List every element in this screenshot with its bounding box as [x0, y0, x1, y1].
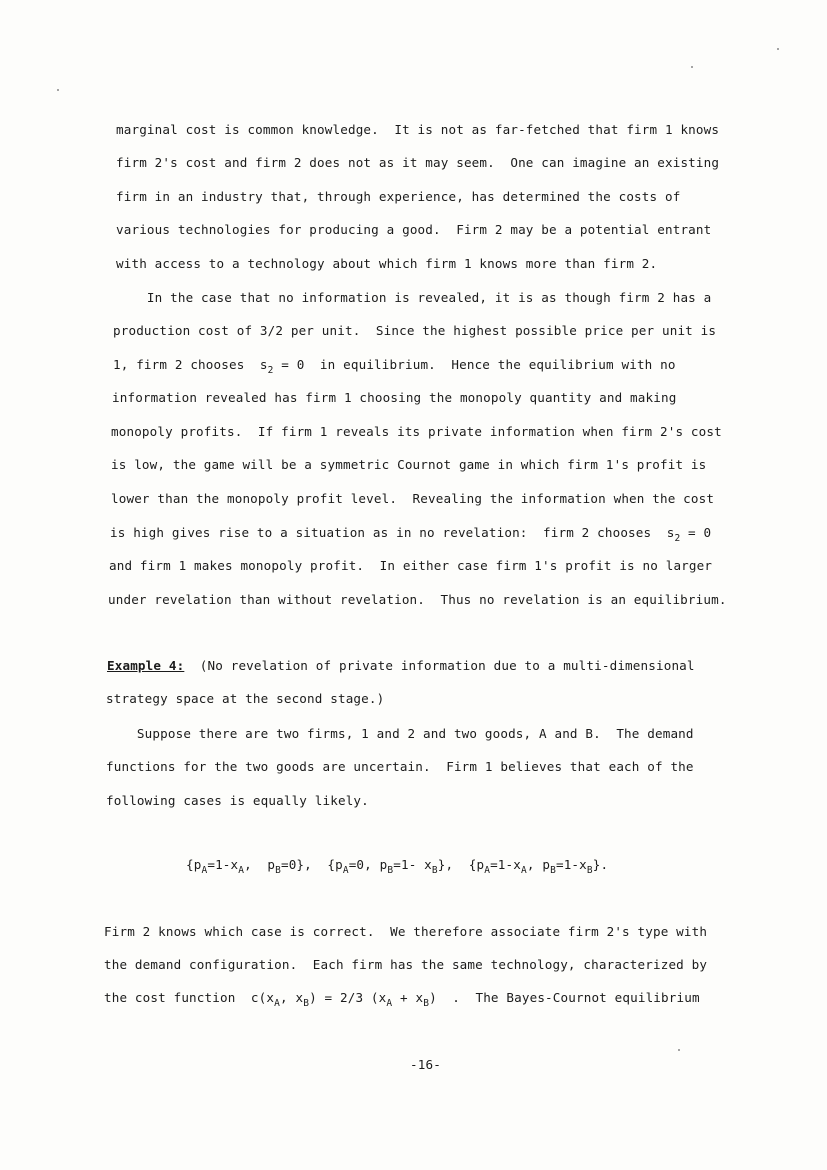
- text-line: various technologies for producing a good. Firm 2 may be a potential entrant: [116, 222, 712, 237]
- text-line: Suppose there are two firms, 1 and 2 and two goods, A and B. The demand: [106, 726, 694, 741]
- text-line: [110, 525, 711, 547]
- text-line: functions for the two goods are uncertain. Firm 1 believes that each of the: [106, 759, 694, 774]
- text-line: following cases is equally likely.: [106, 793, 369, 808]
- eq-text: {p: [186, 857, 202, 872]
- text-span: ) . The Bayes-Cournot equilibrium: [429, 990, 700, 1005]
- eq-text: =0, p: [348, 857, 388, 872]
- text-span: ) = 2/3 (x: [309, 990, 387, 1005]
- subscript: B: [586, 865, 593, 876]
- subscript: B: [303, 998, 310, 1009]
- text-line: and firm 1 makes monopoly profit. In either case firm 1's profit is no larger: [109, 558, 713, 573]
- text-line: with access to a technology about which firm 1 knows more than firm 2.: [116, 256, 658, 271]
- subscript: B: [423, 998, 430, 1009]
- eq-text: =1-x: [555, 857, 587, 872]
- text-span: 1, firm 2 chooses s: [113, 357, 268, 372]
- eq-text: =1-x: [490, 857, 522, 872]
- eq-text: }, {p: [437, 857, 485, 872]
- text-line: [113, 357, 676, 379]
- example-heading-line: [107, 658, 695, 674]
- text-line: is low, the game will be a symmetric Cournot game in which firm 1's profit is: [111, 457, 707, 472]
- eq-text: =1- x: [393, 857, 432, 872]
- subscript: A: [342, 865, 349, 876]
- text-line: In the case that no information is revealed, it is as though firm 2 has a: [116, 290, 712, 305]
- eq-text: =1-x: [207, 857, 239, 872]
- text-span: is high gives rise to a situation as in no revelation: firm 2 chooses s: [110, 525, 675, 540]
- subscript: A: [238, 865, 245, 876]
- subscript: 2: [267, 365, 274, 376]
- eq-text: , p: [526, 857, 551, 872]
- text-line: [104, 990, 700, 1012]
- subscript: A: [521, 865, 527, 876]
- text-line: lower than the monopoly profit level. Revealing the information when the cost: [111, 491, 715, 506]
- text-line: under revelation than without revelation. Thus no revelation is an equilibrium.: [108, 592, 727, 607]
- page-number: -16-: [410, 1057, 441, 1072]
- scan-speck: [678, 1049, 680, 1051]
- demand-cases-equation: [186, 857, 608, 879]
- text-span: = 0: [680, 525, 712, 540]
- text-line: information revealed has firm 1 choosing the monopoly quantity and making: [112, 390, 677, 405]
- subscript: A: [484, 865, 491, 876]
- subscript: A: [274, 998, 280, 1009]
- scan-speck: [691, 66, 693, 68]
- subscript: B: [387, 865, 394, 876]
- text-span: the cost function c(x: [104, 990, 275, 1005]
- text-span: , x: [279, 990, 304, 1005]
- scan-speck: [57, 89, 59, 91]
- subscript: B: [275, 865, 281, 876]
- subscript: A: [386, 998, 393, 1009]
- text-line: Firm 2 knows which case is correct. We therefore associate firm 2's type with: [104, 924, 708, 939]
- subscript: A: [201, 865, 208, 876]
- text-span: = 0 in equilibrium. Hence the equilibrium with no: [273, 357, 676, 372]
- subscript: 2: [674, 533, 681, 544]
- text-line: production cost of 3/2 per unit. Since the highest possible price per unit is: [113, 323, 717, 338]
- eq-text: }.: [592, 857, 609, 872]
- text-line: firm in an industry that, through experience, has determined the costs of: [116, 189, 681, 204]
- text-span: + x: [392, 990, 424, 1005]
- text-line: strategy space at the second stage.): [106, 691, 385, 706]
- eq-text: , p: [244, 857, 276, 872]
- text-line: monopoly profits. If firm 1 reveals its private information when firm 2's cost: [111, 424, 722, 439]
- text-line: marginal cost is common knowledge. It is not as far-fetched that firm 1 knows: [116, 122, 720, 137]
- scan-speck: [777, 48, 779, 50]
- text-span: (No revelation of private information due to a multi-dimensional: [184, 658, 695, 673]
- subscript: B: [550, 865, 556, 876]
- example-heading: Example 4:: [107, 658, 185, 673]
- subscript: B: [431, 865, 438, 876]
- text-line: the demand configuration. Each firm has the same technology, characterized by: [104, 957, 708, 972]
- eq-text: =0}, {p: [280, 857, 343, 872]
- text-line: firm 2's cost and firm 2 does not as it may seem. One can imagine an existing: [116, 155, 720, 170]
